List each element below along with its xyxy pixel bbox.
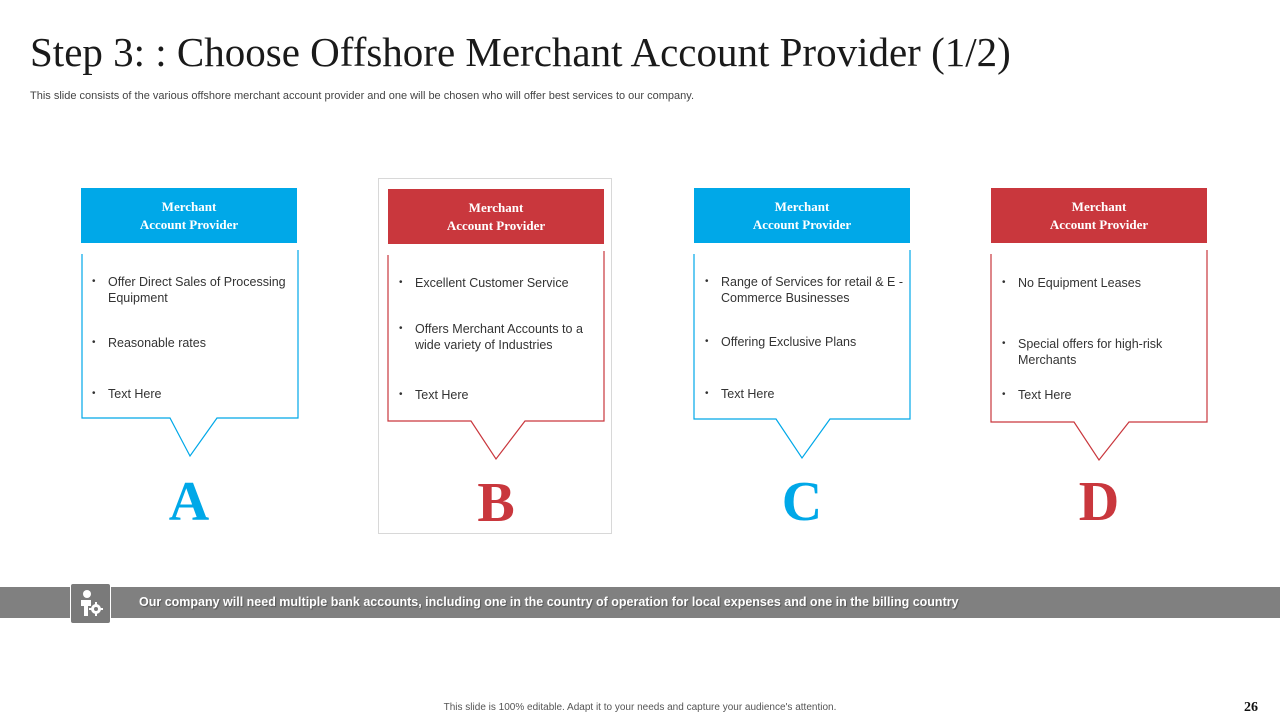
slide-title: Step 3: : Choose Offshore Merchant Account Provider (1/2) [30, 29, 1011, 75]
provider-card-d [982, 178, 1216, 534]
bullet-item: • Text Here [92, 386, 292, 402]
bullet-item: • Text Here [705, 386, 905, 402]
bullet-item: • Excellent Customer Service [399, 275, 599, 291]
bullet-item: • Reasonable rates [92, 335, 292, 351]
bullet-item: • Offers Merchant Accounts to a wide variety of Industries [399, 321, 599, 353]
slide-subtitle: This slide consists of the various offshore merchant account provider and one will be chosen who will offer best services to our company. [30, 90, 695, 102]
key-takeaway-banner [0, 587, 1280, 618]
card-header-line2: Account Provider [1049, 216, 1149, 232]
card-letter: A [168, 471, 210, 533]
bullet-item: • Text Here [399, 387, 599, 403]
card-header-line1: Merchant [1071, 198, 1127, 214]
card-letter: C [781, 471, 823, 533]
page-number: 26 [1244, 700, 1258, 715]
card-header-line2: Account Provider [139, 216, 239, 232]
card-header [81, 188, 297, 243]
card-header [991, 188, 1207, 243]
bullet-item: • Special offers for high-risk Merchants [1002, 336, 1202, 368]
card-header [388, 189, 604, 244]
card-header-line1: Merchant [774, 198, 830, 214]
bullet-item: • Range of Services for retail & E - Commerce Businesses [705, 274, 905, 306]
person-gear-glyph [71, 584, 110, 623]
card-header-line1: Merchant [468, 199, 524, 215]
card-letter: D [1078, 471, 1120, 533]
card-letter: B [477, 472, 515, 534]
bullet-item: • Offering Exclusive Plans [705, 334, 905, 350]
card-header-line2: Account Provider [446, 217, 546, 233]
banner-text: Our company will need multiple bank accounts, including one in the country of operation for local expenses and one in the billing country [139, 595, 959, 609]
card-header-line1: Merchant [161, 198, 217, 214]
footer-note: This slide is 100% editable. Adapt it to your needs and capture your audience's attention. [443, 702, 837, 713]
bullet-item: • Offer Direct Sales of Processing Equipment [92, 274, 292, 306]
card-header-line2: Account Provider [752, 216, 852, 232]
bullet-item: • No Equipment Leases [1002, 275, 1202, 291]
provider-card-a [72, 178, 306, 534]
provider-card-c [685, 178, 919, 534]
card-header [694, 188, 910, 243]
provider-card-b [378, 178, 612, 534]
person-gear-icon [70, 583, 111, 624]
bullet-item: • Text Here [1002, 387, 1202, 403]
